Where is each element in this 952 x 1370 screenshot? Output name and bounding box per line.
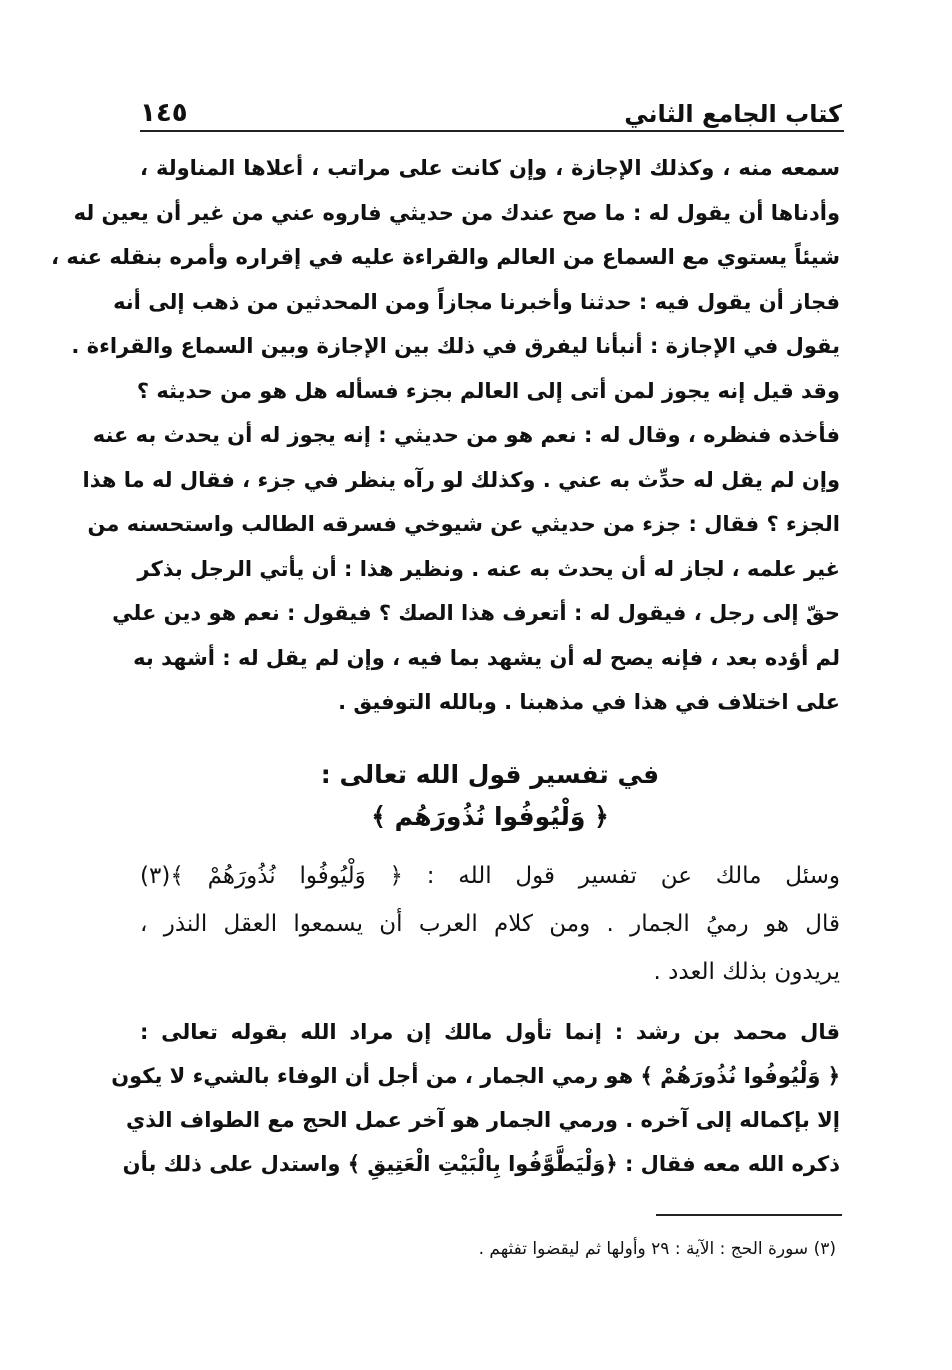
text-line: وسئل مالك عن تفسير قول الله : ﴿ وَلْيُوفُوا نُذُورَهُمْ ﴾(٣) <box>140 863 840 889</box>
text-line: وإن لم يقل له حدِّث به عني . وكذلك لو رآه ينظر في جزء ، فقال له ما هذا <box>82 467 840 492</box>
text-line: قال محمد بن رشد : إنما تأول مالك إن مراد الله بقوله تعالى : <box>140 1020 840 1044</box>
paragraph-3 <box>111 1010 840 1186</box>
running-title: كتاب الجامع الثاني <box>624 100 842 128</box>
footnote: (٣) سورة الحج : الآية : ٢٩ وأولها ثم ليقضوا تفثهم . <box>478 1239 836 1259</box>
section-heading <box>140 754 840 838</box>
text-line: غير علمه ، لجاز له أن يحدث به عنه . ونظير هذا : أن يأتي الرجل بذكر <box>137 556 840 581</box>
text-line: سمعه منه ، وكذلك الإجازة ، وإن كانت على مراتب ، أعلاها المناولة ، <box>140 156 840 180</box>
paragraph-2 <box>140 852 840 996</box>
text-line: على اختلاف في هذا في مذهبنا . وبالله التوفيق . <box>338 690 840 714</box>
text-line: وأدناها أن يقول له : ما صح عندك من حديثي فاروه عني من غير أن يعين له <box>73 200 840 225</box>
text-line: فجاز أن يقول فيه : حدثنا وأخبرنا مجازاً ومن المحدثين من ذهب إلى أنه <box>113 289 840 314</box>
section-heading-verse: ﴿ وَلْيُوفُوا نُذُورَهُم ﴾ <box>371 802 609 831</box>
text-line: وقد قيل إنه يجوز لمن أتى إلى العالم بجزء فسأله هل هو من حديثه ؟ <box>136 378 840 403</box>
text-line: قال هو رميُ الجمار . ومن كلام العرب أن يسمعوا العقل النذر ، <box>140 911 840 937</box>
text-line: لم أؤده بعد ، فإنه يصح له أن يشهد بما فيه ، وإن لم يقل له : أشهد به <box>133 645 840 670</box>
text-line: فأخذه فنظره ، وقال له : نعم هو من حديثي : إنه يجوز له أن يحدث به عنه <box>92 423 840 447</box>
page-number: ١٤٥ <box>140 98 188 128</box>
text-line: ذكره الله معه فقال : ﴿وَلْيَطَّوَّفُوا بِالْبَيْتِ الْعَتِيقِ ﴾ واستدل على ذلك بأن <box>122 1152 840 1176</box>
text-line: الجزء ؟ فقال : جزء من حديثي عن شيوخي فسرقه الطالب واستحسنه من <box>87 512 840 536</box>
text-line: شيئاً يستوي مع السماع من العالم والقراءة عليه في إقراره وأمره بنقله عنه ، <box>51 245 840 269</box>
section-heading-line-1: في تفسير قول الله تعالى : <box>320 760 660 789</box>
text-line: يقول في الإجازة : أنبأنا ليفرق في ذلك بين الإجازة وبين السماع والقراءة . <box>71 334 840 358</box>
paragraph-1 <box>51 146 840 725</box>
text-line: إلا بإكماله إلى آخره . ورمي الجمار هو آخر عمل الحج مع الطواف الذي <box>126 1108 840 1132</box>
page-header <box>140 84 842 128</box>
text-line: يريدون بذلك العدد . <box>653 959 840 985</box>
text-line: حقّ إلى رجل ، فيقول له : أتعرف هذا الصك ؟ فيقول : نعم هو دين علي <box>112 601 840 625</box>
text-line: ﴿ وَلْيُوفُوا نُذُورَهُمْ ﴾ هو رمي الجمار ، من أجل أن الوفاء بالشيء لا يكون <box>111 1064 840 1088</box>
footnote-divider <box>656 1214 842 1216</box>
header-divider <box>140 130 844 132</box>
